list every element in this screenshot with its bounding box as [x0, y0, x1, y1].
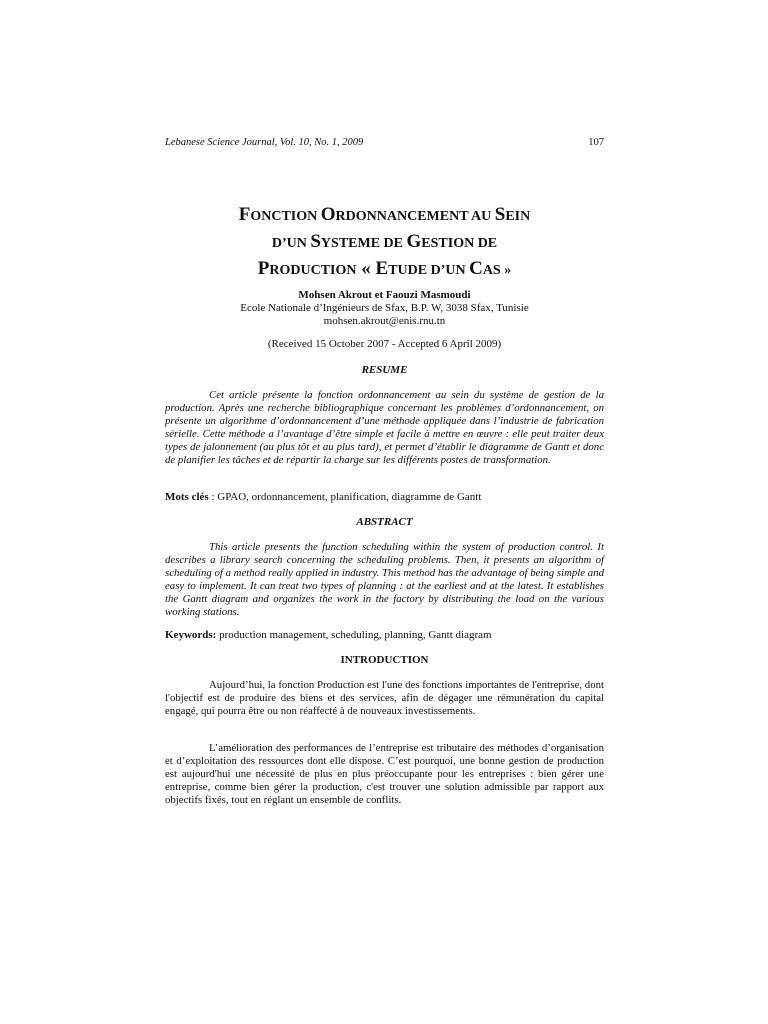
title-text: S: [310, 231, 321, 252]
title-text: D’UN: [271, 236, 311, 251]
paper-title: [165, 202, 604, 283]
title-line-2: [165, 229, 604, 256]
title-text: ONCTION: [250, 209, 321, 224]
title-text: AS »: [482, 263, 512, 278]
title-text: O: [320, 204, 336, 225]
introduction-heading: INTRODUCTION: [340, 654, 429, 666]
title-text: C: [469, 258, 483, 279]
title-text: F: [238, 204, 251, 225]
abstract-heading: ABSTRACT: [356, 516, 413, 528]
title-text: TUDE D’UN: [388, 263, 470, 278]
mots-cles-text: : GPAO, ordonnancement, planification, diagramme de Gantt: [208, 491, 482, 503]
introduction-paragraph-2: L’amélioration des performances de l’entreprise est tributaire des méthodes d’organisation et d’exploitation des ressources dont elle dispose. C’est pourquoi, une bonne gestion de production est aujourd'hui une nécessité de plus en plus préoccupante pour les entreprises : bien gérer une entreprise, comme bien gérer la production, c'est trouver une solution admissible par rapport aux objectifs fixés, tout en réglant un ensemble de conflits.: [165, 742, 604, 806]
page-number: 107: [588, 137, 604, 148]
title-line-3: [165, 256, 604, 283]
keywords-label: Keywords:: [165, 629, 217, 641]
title-text: P: [257, 258, 270, 279]
abstract-text: This article presents the function scheduling within the system of production control. It describes a library search concerning the scheduling problems. Then, it presents an algorithm of scheduling of a method really applied in industry. This method has the advantage of being simple and easy to implement. It can treat two types of planning : at the earliest and at the latest. It establishes the Gantt diagram and organizes the work in the factory by distributing the load on the various working stations.: [165, 541, 604, 618]
author-affiliation: Ecole Nationale d’Ingénieurs de Sfax, B.P. W, 3038 Sfax, Tunisie: [240, 302, 529, 314]
title-text: S: [494, 204, 506, 225]
title-text: « E: [356, 258, 389, 279]
title-text: RDONNANCEMENT AU: [335, 209, 495, 224]
title-line-1: [165, 202, 604, 229]
author-email: mohsen.akrout@enis.rnu.tn: [323, 315, 446, 327]
mots-cles: [165, 491, 604, 504]
resume-heading: RESUME: [361, 364, 408, 376]
received-accepted-dates: (Received 15 October 2007 - Accepted 6 April 2009): [267, 338, 502, 350]
resume-text: Cet article présente la fonction ordonnancement au sein du système de gestion de la production. Après une recherche bibliographique concernant les problèmes d’ordonnancement, on présente un algorithme d’ordonnancement d’une méthode appliquée dans l’industrie de fabrication sérielle. Cette méthode a l’avantage d’être simple et facile à mettre en œuvre : elle peut traiter deux types de jalonnement (au plus tôt et au plus tard), et permet d’établir le diagramme de Gantt et donc de planifier les tâches et de répartir la charge sur les différents postes de transformation.: [165, 389, 604, 466]
keywords-text: production management, scheduling, planning, Gantt diagram: [216, 629, 492, 641]
author-names: Mohsen Akrout et Faouzi Masmoudi: [298, 289, 471, 301]
running-header: [165, 137, 604, 148]
title-text: YSTEME DE: [320, 236, 407, 251]
mots-cles-label: Mots clés: [165, 491, 209, 503]
journal-citation: Lebanese Science Journal, Vol. 10, No. 1, 2009: [165, 137, 364, 148]
keywords: [165, 629, 604, 642]
introduction-paragraph-1: Aujourd’hui, la fonction Production est l'une des fonctions importantes de l'entreprise, dont l'objectif est de produire des biens et des services, afin de dégager une rémunération du capital engagé, qui pourra être ou non réaffecté à de nouveaux investissements.: [165, 679, 604, 717]
title-text: EIN: [505, 209, 531, 224]
author-block: [165, 289, 604, 328]
title-text: ESTION DE: [421, 236, 498, 251]
title-text: G: [406, 231, 422, 252]
title-text: RODUCTION: [269, 263, 357, 278]
